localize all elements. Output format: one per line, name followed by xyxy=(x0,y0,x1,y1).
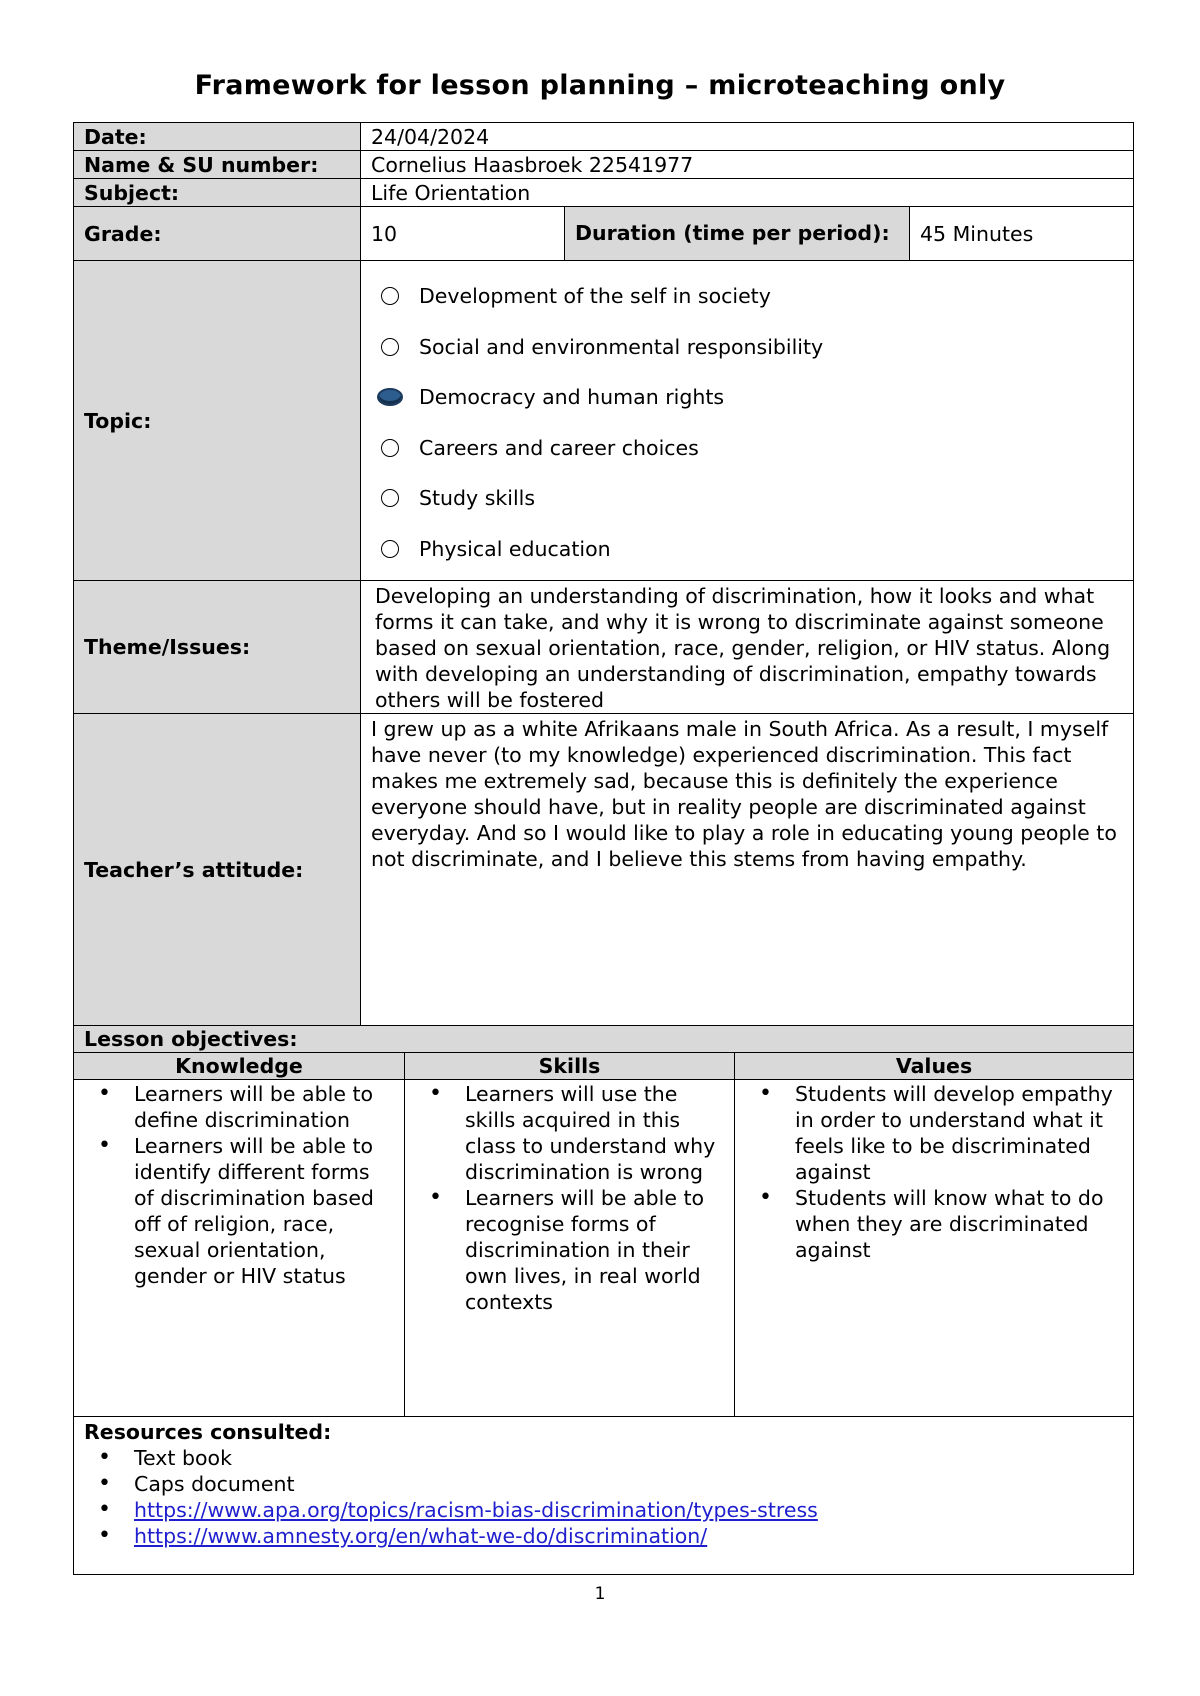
objectives-label: Lesson objectives: xyxy=(74,1025,1134,1052)
page-title: Framework for lesson planning – microteaching only xyxy=(194,70,1006,101)
duration-label: Duration (time per period): xyxy=(565,207,910,261)
date-label: Date: xyxy=(74,123,361,151)
skills-item: • Learners will use the skills acquired in this class to understand why discrimination is wrong xyxy=(465,1081,724,1185)
values-item: • Students will develop empathy in order to understand what it feels like to be discriminated against xyxy=(795,1081,1123,1185)
header-table xyxy=(73,122,1134,1026)
radio-icon[interactable] xyxy=(381,338,399,356)
resources-label: Resources consulted: xyxy=(84,1419,332,1444)
resources-cell xyxy=(74,1416,1134,1574)
values-header: Values xyxy=(735,1052,1134,1079)
resource-link-amnesty[interactable]: https://www.amnesty.org/en/what-we-do/discrimination/ xyxy=(134,1523,708,1548)
topic-option[interactable] xyxy=(381,524,1123,575)
topic-radio-list xyxy=(375,261,1123,580)
radio-icon[interactable] xyxy=(381,540,399,558)
theme-label: Theme/Issues: xyxy=(74,581,361,714)
knowledge-cell[interactable] xyxy=(74,1079,405,1416)
topic-option[interactable] xyxy=(381,372,1123,423)
name-label: Name & SU number: xyxy=(74,151,361,179)
topic-option[interactable] xyxy=(381,423,1123,474)
radio-icon[interactable] xyxy=(377,388,403,406)
page-number: 1 xyxy=(594,1584,606,1604)
resource-item: • Caps document xyxy=(134,1471,1123,1497)
topic-option-label: Social and environmental responsibility xyxy=(419,334,824,359)
resource-link-apa[interactable]: https://www.apa.org/topics/racism-bias-discrimination/types-stress xyxy=(134,1497,818,1522)
lesson-plan-form xyxy=(73,122,1133,1575)
topic-option[interactable] xyxy=(381,322,1123,373)
values-item: • Students will know what to do when they are discriminated against xyxy=(795,1185,1123,1263)
topic-option-label: Careers and career choices xyxy=(419,435,699,460)
skills-cell[interactable] xyxy=(405,1079,735,1416)
values-cell[interactable] xyxy=(735,1079,1134,1416)
topic-option-label: Democracy and human rights xyxy=(419,385,725,410)
topic-option[interactable] xyxy=(381,271,1123,322)
topic-options xyxy=(361,261,1134,581)
subject-label: Subject: xyxy=(74,179,361,207)
topic-label: Topic: xyxy=(74,261,361,581)
attitude-text[interactable]: I grew up as a white Afrikaans male in South Africa. As a result, I myself have never (to my knowledge) experienced discrimination. This fact makes me extremely sad, because this is definitely the experience everyone should have, but in reality people are discriminated against everyday. And so I would like to play a role in educating young people to not discriminate, and I believe this stems from having empathy. xyxy=(361,714,1134,1026)
duration-value[interactable]: 45 Minutes xyxy=(910,207,1134,261)
resource-link-item xyxy=(134,1497,1123,1523)
topic-option-label: Study skills xyxy=(419,486,536,511)
radio-icon[interactable] xyxy=(381,439,399,457)
grade-value[interactable]: 10 xyxy=(361,207,565,261)
date-value[interactable]: 24/04/2024 xyxy=(361,123,1134,151)
subject-value[interactable]: Life Orientation xyxy=(361,179,1134,207)
knowledge-header: Knowledge xyxy=(74,1052,405,1079)
grade-label: Grade: xyxy=(74,207,361,261)
radio-icon[interactable] xyxy=(381,287,399,305)
theme-text[interactable]: Developing an understanding of discrimination, how it looks and what forms it can take, and why it is wrong to discriminate against someone based on sexual orientation, race, gender, religion, or HIV status. Along with developing an understanding of discrimination, empathy towards others will be fostered xyxy=(361,581,1134,714)
skills-item: • Learners will be able to recognise forms of discrimination in their own lives, in real world contexts xyxy=(465,1185,724,1315)
radio-icon[interactable] xyxy=(381,489,399,507)
topic-option-label: Physical education xyxy=(419,536,611,561)
resource-link-item xyxy=(134,1523,1123,1549)
resource-item: • Text book xyxy=(134,1445,1123,1471)
attitude-label: Teacher’s attitude: xyxy=(74,714,361,1026)
skills-header: Skills xyxy=(405,1052,735,1079)
knowledge-item: • Learners will be able to define discrimination xyxy=(134,1081,394,1133)
knowledge-item: • Learners will be able to identify different forms of discrimination based off of religion, race, sexual orientation, gender or HIV status xyxy=(134,1133,394,1289)
topic-option[interactable] xyxy=(381,473,1123,524)
objectives-table xyxy=(73,1025,1134,1575)
topic-option-label: Development of the self in society xyxy=(419,284,771,309)
name-value[interactable]: Cornelius Haasbroek 22541977 xyxy=(361,151,1134,179)
